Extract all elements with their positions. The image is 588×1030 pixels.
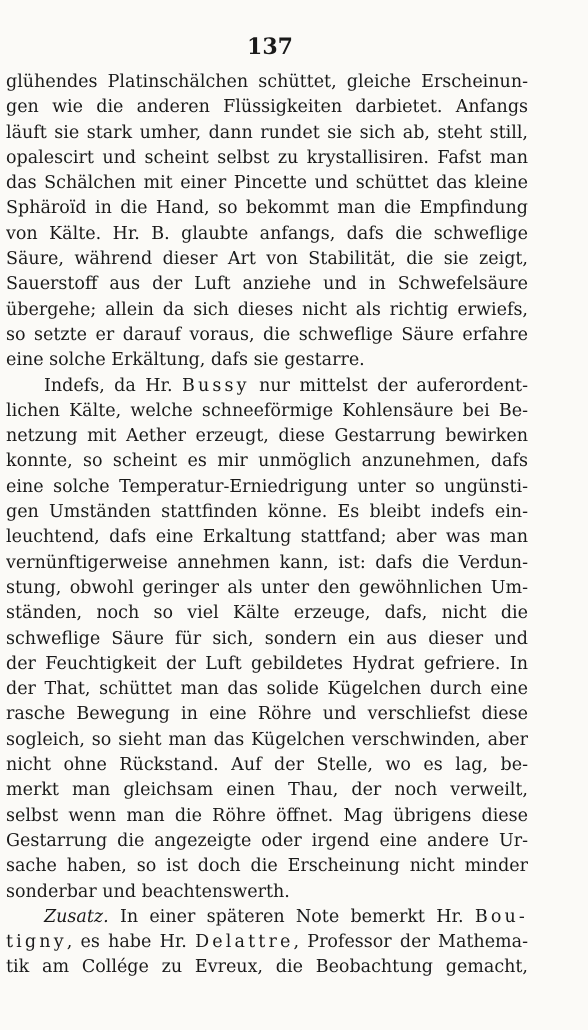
paragraph-2-first-line: [6, 374, 528, 399]
text-line: vernünftigerweise annehmen kann, ist: dafs die Verdun-: [6, 552, 528, 573]
person-name: Bussy: [181, 375, 250, 396]
text-line: rasche Bewegung in eine Röhre und verschliefst diese: [6, 704, 528, 725]
text-line: opalescirt und scheint selbst zu krystallisiren. Fafst man: [6, 147, 528, 168]
text-line: [6, 930, 528, 955]
paragraph-3-first-line: [6, 905, 528, 930]
text-line: übergehe; allein da sich dieses nicht als richtig erwiefs,: [6, 299, 528, 320]
page-number: 137: [247, 34, 293, 60]
text-line: gen wie die anderen Flüssigkeiten darbietet. Anfangs: [6, 97, 528, 118]
text-line: sonderbar und beachtenswerth.: [6, 881, 290, 902]
text-line: eine solche Erkältung, dafs sie gestarre.: [6, 350, 365, 371]
person-name: tigny: [6, 932, 67, 953]
text-line: merkt man gleichsam einen Thau, der noch verweilt,: [6, 780, 528, 801]
text-line: gen Umständen stattfinden könne. Es bleibt indefs ein-: [6, 502, 528, 523]
text-line: von Kälte. Hr. B. glaubte anfangs, dafs die schweflige: [6, 223, 528, 244]
text-line: Sauerstoff aus der Luft anziehe und in Schwefelsäure: [6, 274, 528, 295]
text-line: netzung mit Aether erzeugt, diese Gestarrung bewirken: [6, 426, 528, 447]
text-line: eine solche Temperatur-Erniedrigung unter so ungünsti-: [6, 476, 528, 497]
text-line: Gestarrung die angezeigte oder irgend eine andere Ur-: [6, 830, 528, 851]
text-line: stung, obwohl geringer als unter den gewöhnlichen Um-: [6, 577, 528, 598]
text-line: so setzte er darauf voraus, die schweflige Säure erfahre: [6, 324, 528, 345]
zusatz-label: Zusatz.: [44, 906, 109, 927]
text-span: , es habe Hr.: [66, 932, 196, 953]
text-line: konnte, so scheint es mir unmöglich anzunehmen, dafs: [6, 451, 528, 472]
text-line: leuchtend, dafs eine Erkaltung stattfand; aber was man: [6, 527, 528, 548]
person-name: Bou-: [474, 906, 528, 927]
text-line: der That, schüttet man das solide Kügelchen durch eine: [6, 679, 528, 700]
text-line: sache haben, so ist doch die Erscheinung nicht minder: [6, 856, 528, 877]
text-line: lichen Kälte, welche schneeförmige Kohlensäure bei Be-: [6, 400, 528, 421]
text-line: selbst wenn man die Röhre öffnet. Mag übrigens diese: [6, 805, 528, 826]
text-line: der Feuchtigkeit der Luft gebildetes Hydrat gefriere. In: [6, 653, 528, 674]
text-line: glühendes Platinschälchen schüttet, gleiche Erscheinun-: [6, 72, 528, 92]
text-line: das Schälchen mit einer Pincette und schüttet das kleine: [6, 173, 528, 194]
text-line: ständen, noch so viel Kälte erzeuge, dafs, nicht die: [6, 603, 528, 624]
text-line: läuft sie stark umher, dann rundet sie sich ab, steht still,: [6, 122, 528, 143]
person-name: Delattre: [195, 932, 294, 953]
text-span: Indefs, da Hr.: [44, 375, 182, 396]
text-line: Sphäroïd in die Hand, so bekommt man die Empfindung: [6, 198, 528, 219]
text-line: Säure, während dieser Art von Stabilität, die sie zeigt,: [6, 249, 528, 270]
text-line: sogleich, so sieht man das Kügelchen verschwinden, aber: [6, 729, 528, 750]
text-span: , Professor der Mathema-: [293, 932, 528, 953]
body-text: [6, 70, 528, 981]
text-line: nicht ohne Rückstand. Auf der Stelle, wo es lag, be-: [6, 755, 528, 776]
text-span: nur mittelst der auferordent-: [249, 375, 528, 396]
text-span: In einer späteren Note bemerkt Hr.: [108, 906, 475, 927]
text-line: tik am Collége zu Evreux, die Beobachtung gemacht,: [6, 957, 528, 978]
text-line: schweflige Säure für sich, sondern ein aus dieser und: [6, 628, 528, 649]
